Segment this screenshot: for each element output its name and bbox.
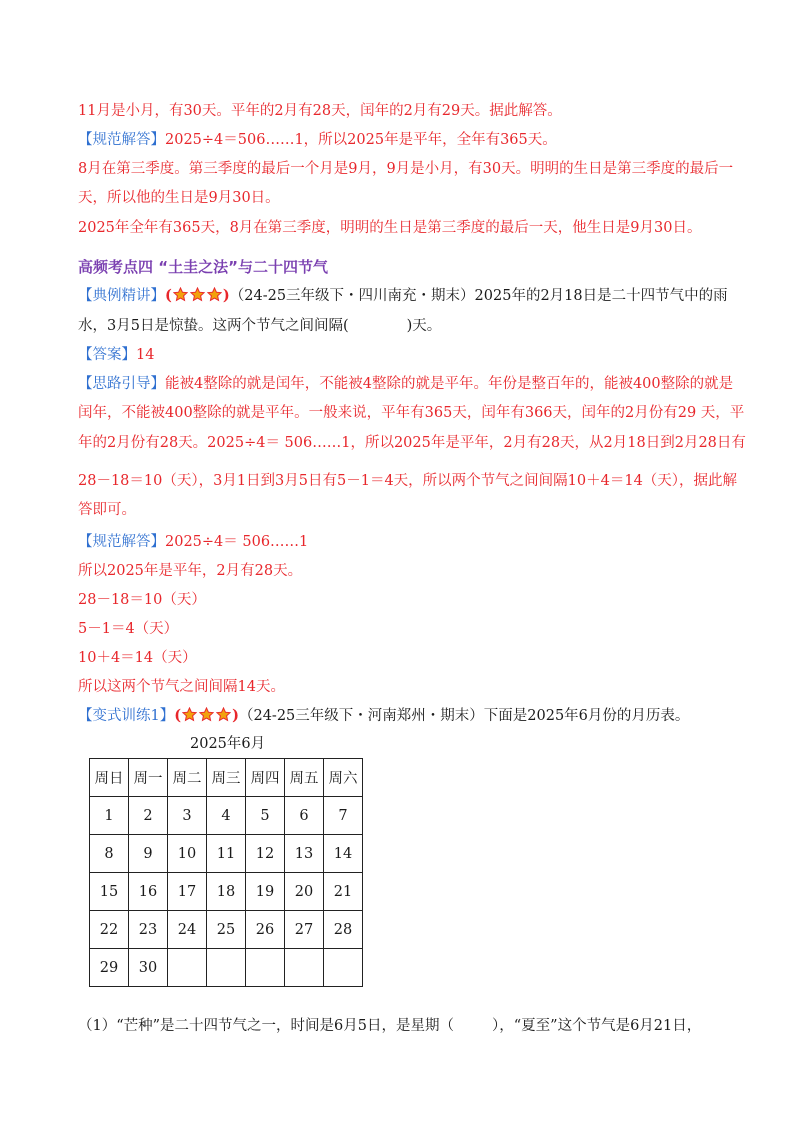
calendar-day-cell: 1: [90, 797, 129, 835]
standard-answer-text: 2025÷4＝ 506……1: [165, 534, 309, 550]
star-icon: [190, 287, 205, 302]
example-answer: [78, 345, 154, 365]
guide-line-4: 28－18＝10（天），3月1日到3月5日有5－1＝4天，所以两个节气之间间隔10＋4＝14（天），据此解: [78, 473, 738, 489]
standard-answer-label: 【规范解答】: [78, 534, 165, 550]
variant-label: 【变式训练1】: [78, 708, 175, 724]
calendar-day-cell: 21: [324, 873, 363, 911]
calendar-day-cell: 13: [285, 835, 324, 873]
calendar-header-cell: 周一: [129, 759, 168, 797]
calendar-day-cell: 10: [168, 835, 207, 873]
rating-paren-close: ): [222, 287, 230, 304]
rating-paren-open: (: [174, 707, 182, 724]
calendar-day-cell: [168, 949, 207, 987]
calendar-header-cell: 周三: [207, 759, 246, 797]
calendar-day-cell: 25: [207, 911, 246, 949]
standard-answer-line-1: [78, 532, 308, 552]
example-label: 【典例精讲】: [78, 288, 165, 304]
standard-answer-line-6: 所以这两个节气之间间隔14天。: [78, 679, 285, 695]
calendar-header-cell: 周四: [246, 759, 285, 797]
calendar-day-cell: 6: [285, 797, 324, 835]
sub-question-text-end: ），“夏至”这个节气是6月21日，: [492, 1018, 702, 1034]
guide-line-1: [78, 374, 733, 394]
answer-value: 14: [136, 347, 155, 363]
intro-line-1: 11月是小月，有30天。平年的2月有28天，闰年的2月有29天。据此解答。: [78, 103, 562, 119]
intro-line-3: 8月在第三季度。第三季度的最后一个月是9月，9月是小月，有30天。明明的生日是第三季度的最后一: [78, 161, 734, 177]
guide-line-5: 答即可。: [78, 502, 136, 518]
calendar-day-cell: 7: [324, 797, 363, 835]
difficulty-rating: [174, 707, 239, 724]
guide-label: 【思路引导】: [78, 376, 165, 392]
calendar-day-cell: 3: [168, 797, 207, 835]
calendar-header-cell: 周日: [90, 759, 129, 797]
calendar-day-cell: 20: [285, 873, 324, 911]
guide-line-3: 年的2月份有28天。2025÷4＝ 506……1，所以2025年是平年，2月有28天，从2月18日到2月28日有: [78, 435, 746, 451]
calendar-day-cell: 29: [90, 949, 129, 987]
difficulty-rating: [165, 287, 230, 304]
calendar-day-cell: 26: [246, 911, 285, 949]
calendar-day-cell: 23: [129, 911, 168, 949]
calendar-day-cell: [207, 949, 246, 987]
standard-answer-line-3: 28－18＝10（天）: [78, 592, 206, 608]
variant-sub-question-1: [78, 1016, 701, 1036]
calendar-week-row: [90, 873, 363, 911]
calendar-day-cell: 24: [168, 911, 207, 949]
calendar-day-cell: [324, 949, 363, 987]
calendar-day-cell: 15: [90, 873, 129, 911]
calendar-day-cell: 14: [324, 835, 363, 873]
calendar-week-row: [90, 911, 363, 949]
calendar-day-cell: 8: [90, 835, 129, 873]
calendar-day-cell: 18: [207, 873, 246, 911]
calendar-day-cell: 16: [129, 873, 168, 911]
example-question-text: （24-25三年级下・四川南充・期末）2025年的2月18日是二十四节气中的雨: [229, 288, 728, 304]
question-text-end: )天。: [406, 318, 442, 334]
calendar-day-cell: 27: [285, 911, 324, 949]
standard-answer-label: 【规范解答】: [78, 132, 165, 148]
standard-answer-text: 2025÷4＝506……1，所以2025年是平年，全年有365天。: [165, 132, 557, 148]
calendar-day-cell: 30: [129, 949, 168, 987]
standard-answer-line-2: 所以2025年是平年，2月有28天。: [78, 563, 303, 579]
calendar-day-cell: 22: [90, 911, 129, 949]
calendar-day-cell: 11: [207, 835, 246, 873]
calendar-header-row: [90, 759, 363, 797]
variant-question: [78, 706, 689, 726]
calendar-day-cell: 28: [324, 911, 363, 949]
calendar-header-cell: 周六: [324, 759, 363, 797]
star-icon: [207, 287, 222, 302]
guide-line-2: 闰年，不能被400整除的就是平年。一般来说，平年有365天，闰年有366天，闰年的2月份有29 天，平: [78, 405, 745, 421]
guide-text: 能被4整除的就是闰年，不能被4整除的就是平年。年份是整百年的，能被400整除的就是: [165, 376, 734, 392]
standard-answer-line-4: 5－1＝4（天）: [78, 621, 179, 637]
rating-paren-open: (: [165, 287, 172, 304]
star-icon: [199, 707, 214, 722]
calendar-day-cell: [246, 949, 285, 987]
example-question-line-1: [78, 286, 728, 306]
question-text-start: 水，3月5日是惊蛰。这两个节气之间间隔(: [78, 318, 349, 334]
answer-label: 【答案】: [78, 347, 136, 363]
calendar-day-cell: 12: [246, 835, 285, 873]
calendar-day-cell: 5: [246, 797, 285, 835]
calendar-header-cell: 周二: [168, 759, 207, 797]
calendar-day-cell: 2: [129, 797, 168, 835]
calendar-day-cell: 4: [207, 797, 246, 835]
example-question-line-2: [78, 316, 441, 336]
calendar-week-row: [90, 835, 363, 873]
rating-paren-close: ): [232, 707, 239, 724]
intro-line-5: 2025年全年有365天，8月在第三季度，明明的生日是第三季度的最后一天，他生日是9月30日。: [78, 220, 702, 236]
calendar-week-row: [90, 949, 363, 987]
standard-answer-line-5: 10＋4＝14（天）: [78, 650, 197, 666]
section-title: 高频考点四 “土圭之法”与二十四节气: [78, 258, 328, 276]
calendar-day-cell: 9: [129, 835, 168, 873]
calendar-title: 2025年6月: [190, 736, 266, 752]
intro-standard-answer: [78, 130, 557, 150]
calendar-header-cell: 周五: [285, 759, 324, 797]
star-icon: [216, 707, 231, 722]
variant-source-text: （24-25三年级下・河南郑州・期末）下面是2025年6月份的月历表。: [238, 708, 690, 724]
star-icon: [182, 707, 197, 722]
calendar-table: [89, 758, 363, 987]
calendar-day-cell: [285, 949, 324, 987]
calendar-day-cell: 17: [168, 873, 207, 911]
sub-question-text-start: （1）“芒种”是二十四节气之一，时间是6月5日，是星期（: [78, 1018, 454, 1034]
calendar-week-row: [90, 797, 363, 835]
intro-line-4: 天，所以他的生日是9月30日。: [78, 190, 280, 206]
star-icon: [173, 287, 188, 302]
calendar-day-cell: 19: [246, 873, 285, 911]
